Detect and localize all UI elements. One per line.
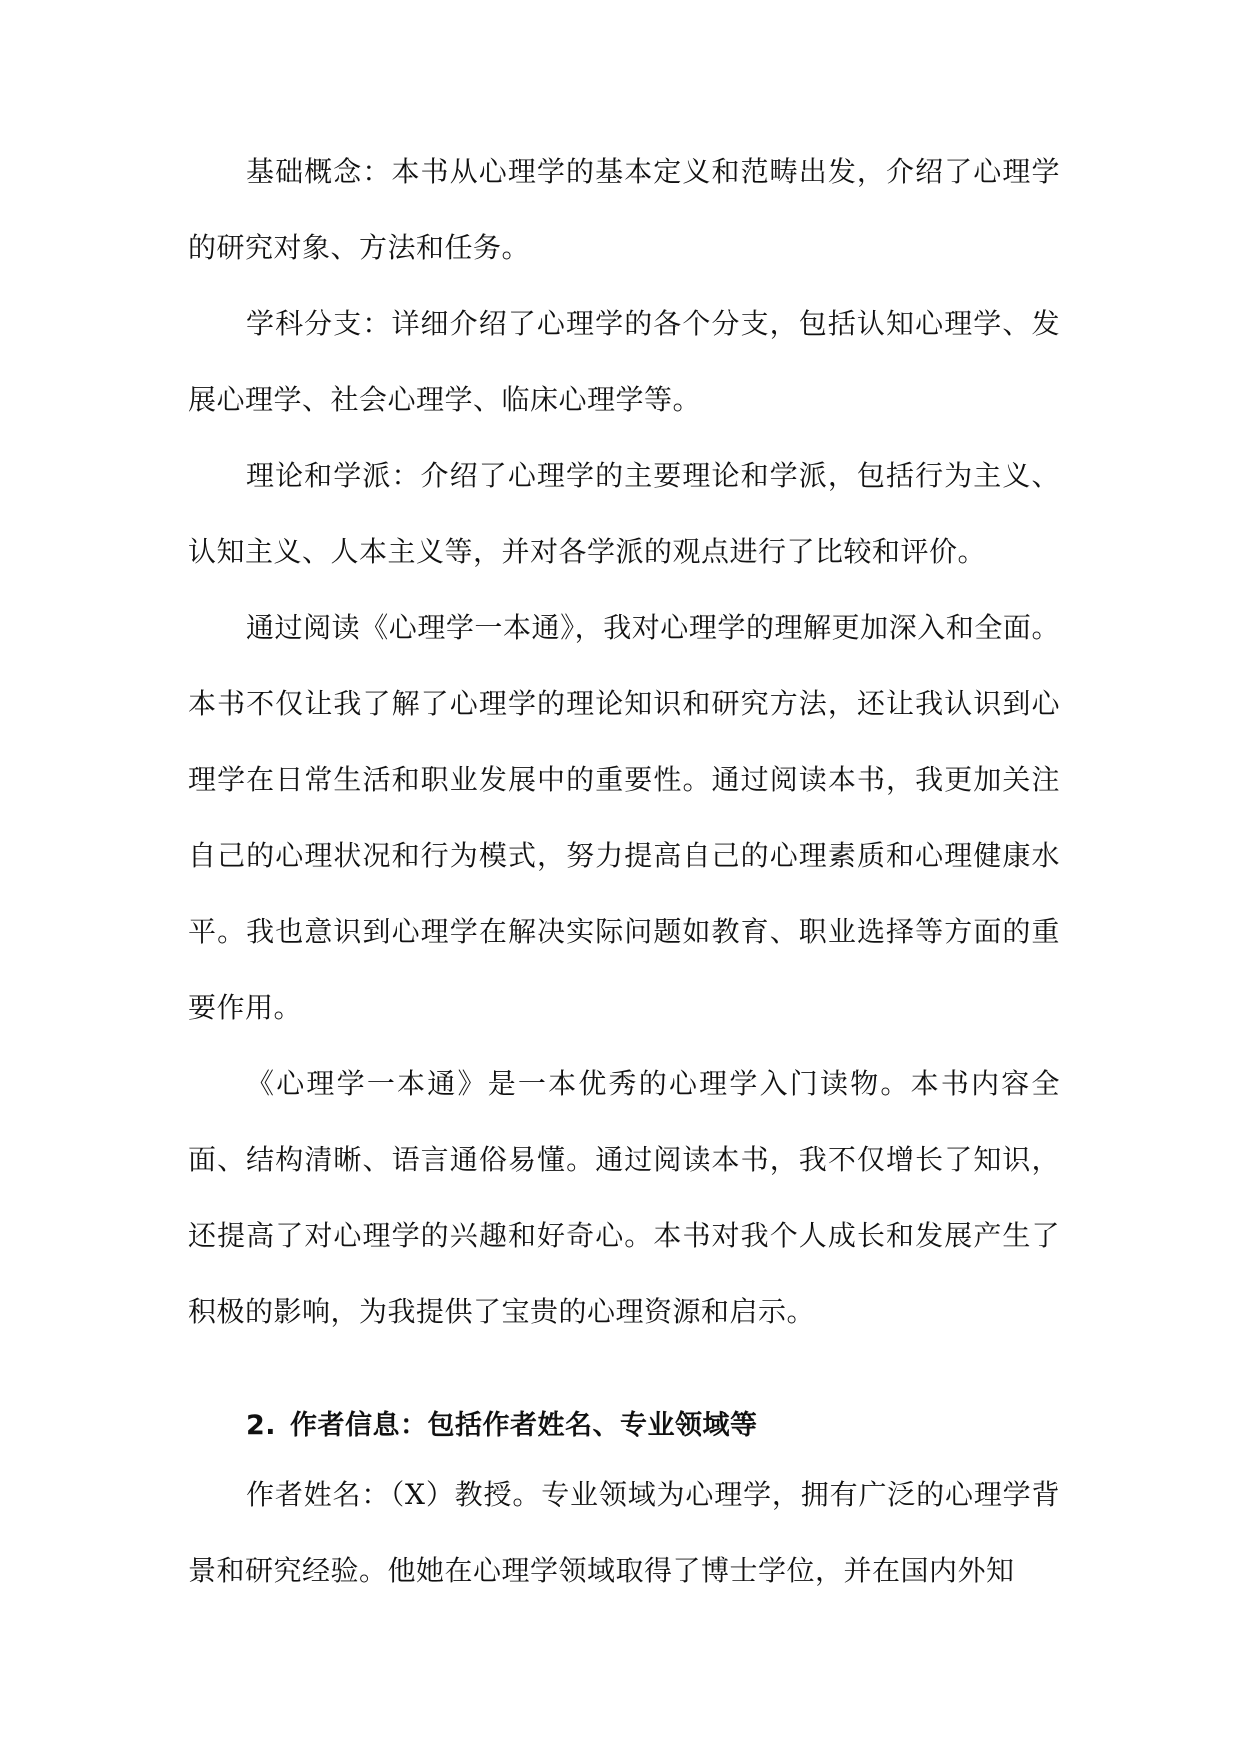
paragraph-evaluation: 《心理学一本通》是一本优秀的心理学入门读物。本书内容全面、结构清晰、语言通俗易懂。通过阅读本书，我不仅增长了知识，还提高了对心理学的兴趣和好奇心。本书对我个人成长和发展产生了积极的影响，为我提供了宝贵的心理资源和启示。 <box>188 1067 1060 1328</box>
section-number: 2. <box>246 1410 277 1441</box>
paragraph-branches: 学科分支：详细介绍了心理学的各个分支，包括认知心理学、发展心理学、社会心理学、临床心理学等。 <box>188 307 1060 416</box>
paragraph-theories: 理论和学派：介绍了心理学的主要理论和学派，包括行为主义、认知主义、人本主义等，并对各学派的观点进行了比较和评价。 <box>188 459 1060 568</box>
paragraph-reflection: 通过阅读《心理学一本通》，我对心理学的理解更加深入和全面。本书不仅让我了解了心理学的理论知识和研究方法，还让我认识到心理学在日常生活和职业发展中的重要性。通过阅读本书，我更加关注自己的心理状况和行为模式，努力提高自己的心理素质和心理健康水平。我也意识到心理学在解决实际问题如教育、职业选择等方面的重要作用。 <box>188 611 1060 1024</box>
document-body <box>188 134 1060 1609</box>
paragraph-author: 作者姓名：（X）教授。专业领域为心理学，拥有广泛的心理学背景和研究经验。他她在心理学领域取得了博士学位，并在国内外知 <box>188 1478 1060 1587</box>
section-title: 作者信息：包括作者姓名、专业领域等 <box>290 1410 758 1441</box>
paragraph-basic-concepts: 基础概念：本书从心理学的基本定义和范畴出发，介绍了心理学的研究对象、方法和任务。 <box>188 155 1060 264</box>
section-heading <box>188 1395 1060 1457</box>
